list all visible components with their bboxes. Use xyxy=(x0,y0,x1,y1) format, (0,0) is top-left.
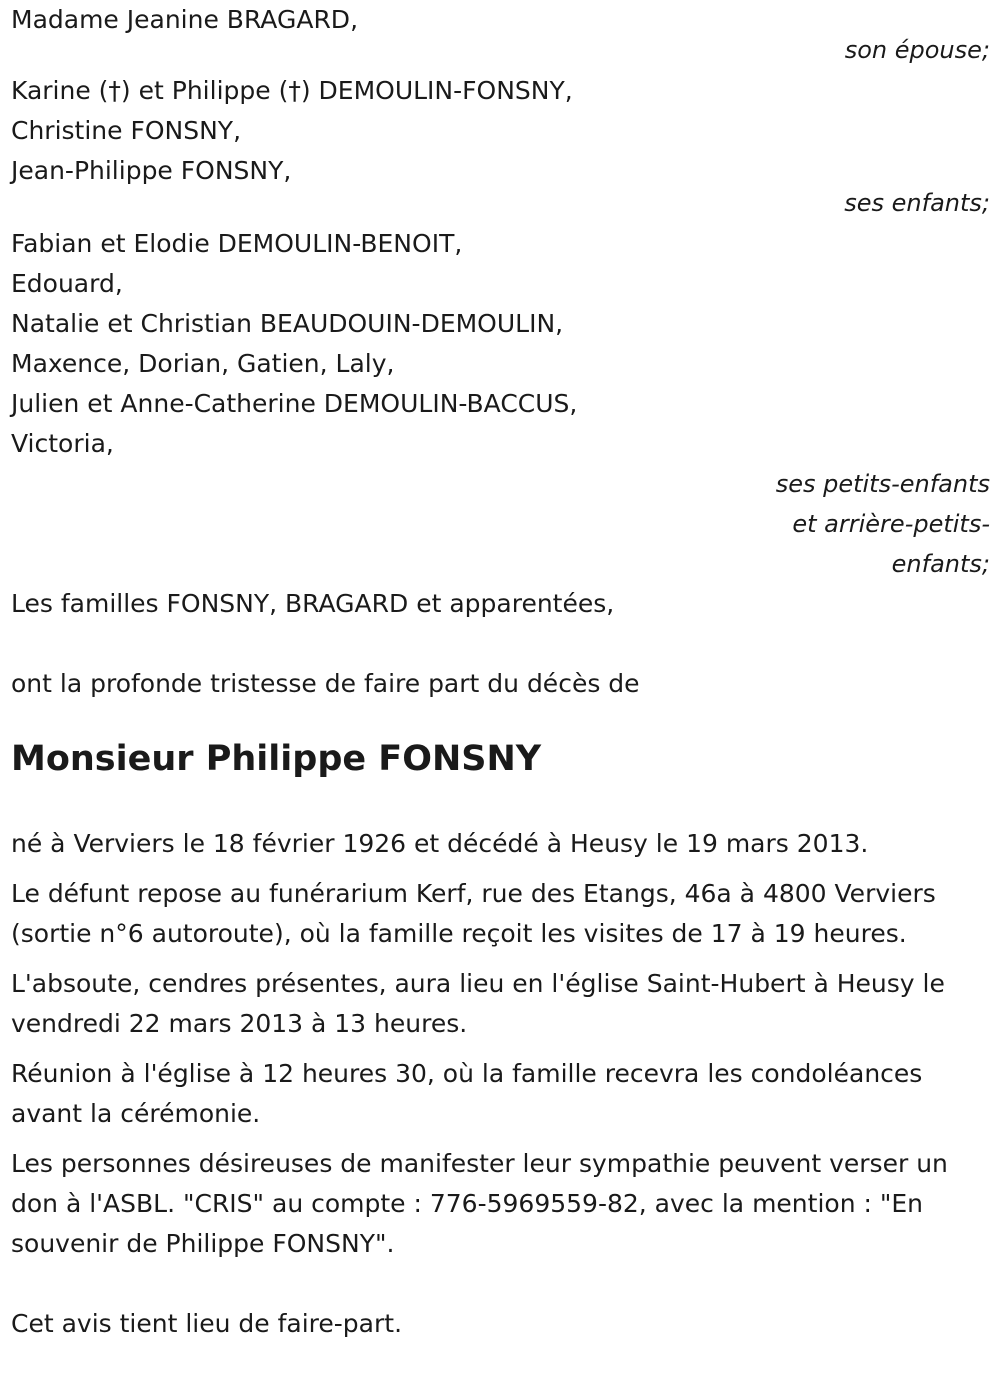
grandchild-entry: Fabian et Elodie DEMOULIN-BENOIT, xyxy=(11,229,463,258)
reunion-paragraph: Réunion à l'église à 12 heures 30, où la famille recevra les condoléances avant la cérémonie. xyxy=(11,1059,923,1128)
funerarium-paragraph: Le défunt repose au funérarium Kerf, rue des Etangs, 46a à 4800 Verviers (sortie n°6 autoroute), où la famille reçoit les visites de 17 à 19 heures. xyxy=(11,879,936,948)
absoute-paragraph: L'absoute, cendres présentes, aura lieu en l'église Saint-Hubert à Heusy le vendredi 22 mars 2013 à 13 heures. xyxy=(11,969,945,1038)
grandchild-entry: Natalie et Christian BEAUDOUIN-DEMOULIN, xyxy=(11,309,564,338)
children-role: ses enfants; xyxy=(844,189,990,217)
spacer xyxy=(11,624,990,664)
grandchild-entry: Maxence, Dorian, Gatien, Laly, xyxy=(11,349,395,378)
grandchildren-role-line: et arrière-petits- xyxy=(792,510,990,538)
grandchildren-role-line: enfants; xyxy=(891,550,990,578)
donation-paragraph: Les personnes désireuses de manifester leur sympathie peuvent verser un don à l'ASBL. "CRIS" au compte : 776-5969559-82, avec la mention : "En souvenir de Philippe FONSNY". xyxy=(11,1149,948,1258)
spouse-name: Madame Jeanine BRAGARD, xyxy=(11,5,359,34)
grandchildren-role-line: ses petits-enfants xyxy=(775,470,990,498)
families-line: Les familles FONSNY, BRAGARD et apparentées, xyxy=(11,589,615,618)
grandchildren-role xyxy=(11,464,990,584)
deceased-name: Monsieur Philippe FONSNY xyxy=(11,739,542,779)
child-entry: Christine FONSNY, xyxy=(11,116,242,145)
children-list xyxy=(11,71,990,191)
child-entry: Jean-Philippe FONSNY, xyxy=(11,156,292,185)
grandchildren-list xyxy=(11,224,990,464)
spacer xyxy=(11,1274,990,1304)
grandchild-entry: Edouard, xyxy=(11,269,123,298)
grandchild-entry: Julien et Anne-Catherine DEMOULIN-BACCUS, xyxy=(11,389,578,418)
grandchild-entry: Victoria, xyxy=(11,429,114,458)
announcement-intro: ont la profonde tristesse de faire part du décès de xyxy=(11,669,640,698)
birth-death-paragraph: né à Verviers le 18 février 1926 et décédé à Heusy le 19 mars 2013. xyxy=(11,829,869,858)
child-entry: Karine (†) et Philippe (†) DEMOULIN-FONSNY, xyxy=(11,76,573,105)
closing-line: Cet avis tient lieu de faire-part. xyxy=(11,1309,403,1338)
spouse-role: son épouse; xyxy=(844,36,990,64)
